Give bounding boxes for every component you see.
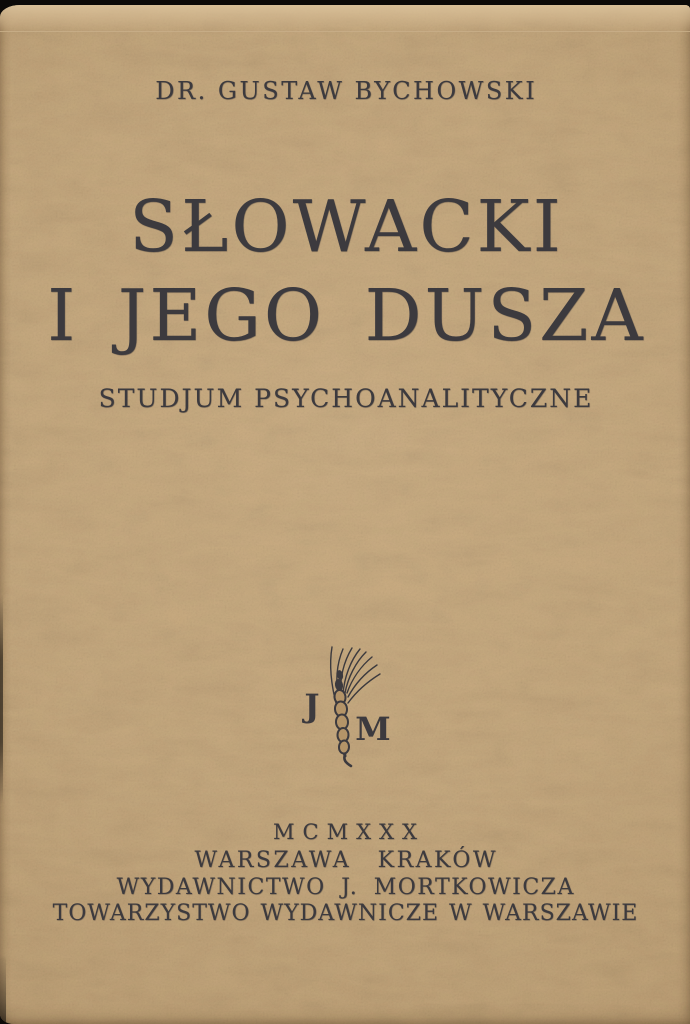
mark-letter-m: M <box>355 710 391 748</box>
title-line-2: I JEGO DUSZA <box>47 274 646 357</box>
photo-edge-shadow-bottom-left <box>0 954 6 1024</box>
imprint-publisher: WYDAWNICTWO J. MORTKOWICZA <box>116 875 575 900</box>
wheat-ear-icon <box>293 627 397 769</box>
imprint-year: MCMXXX <box>273 820 425 844</box>
imprint-society: TOWARZYSTWO WYDAWNICZE W WARSZAWIE <box>52 901 639 926</box>
imprint-cities: WARSZAWA KRAKÓW <box>194 848 499 873</box>
subtitle: STUDJUM PSYCHOANALITYCZNE <box>98 384 594 413</box>
title-line-1: SŁOWACKI <box>129 185 564 268</box>
photo-edge-shadow-left <box>0 595 3 805</box>
author-line: DR. GUSTAW BYCHOWSKI <box>155 77 538 105</box>
book-cover <box>0 5 690 1024</box>
paper-top-edge <box>0 5 690 32</box>
publisher-mark <box>293 627 397 769</box>
mark-letter-j: J <box>304 687 320 725</box>
